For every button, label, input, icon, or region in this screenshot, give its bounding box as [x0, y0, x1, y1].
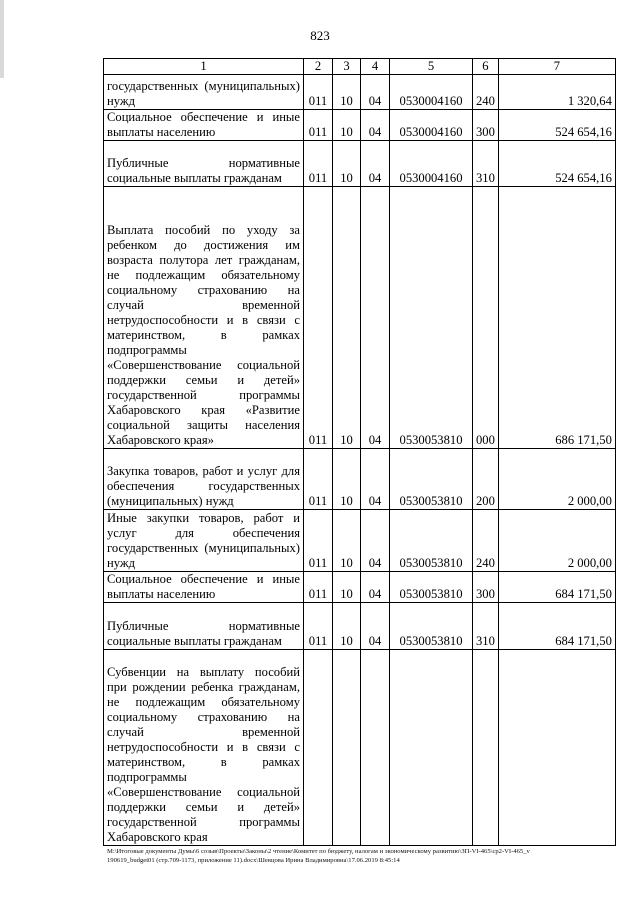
row-target-article-code: 0530004160 [390, 110, 473, 141]
row-section-code: 10 [333, 110, 361, 141]
row-subsection-code: 04 [361, 187, 390, 449]
header-cell-col6: 6 [473, 59, 499, 75]
row-ministry-code: 011 [304, 141, 333, 187]
table-row [104, 141, 616, 187]
table-body [104, 59, 616, 846]
table-row [104, 572, 616, 603]
row-section-code: 10 [333, 449, 361, 510]
table-row [104, 187, 616, 449]
row-expense-type-code: 300 [473, 110, 499, 141]
row-amount: 1 320,64 [498, 75, 615, 110]
row-section-code: 10 [333, 75, 361, 110]
row-ministry-code: 011 [304, 603, 333, 650]
row-expense-type-code: 310 [473, 141, 499, 187]
row-description: Публичные нормативные социальные выплаты гражданам [104, 603, 304, 650]
row-target-article-code: 0530053810 [390, 510, 473, 572]
row-ministry-code: 011 [304, 572, 333, 603]
header-cell-col2: 2 [304, 59, 333, 75]
row-subsection-code: 04 [361, 75, 390, 110]
row-target-article-code: 0530053810 [390, 603, 473, 650]
row-expense-type-code: 000 [473, 187, 499, 449]
row-ministry-code: 011 [304, 449, 333, 510]
row-section-code [333, 650, 361, 846]
row-expense-type-code: 200 [473, 449, 499, 510]
row-section-code: 10 [333, 187, 361, 449]
row-subsection-code: 04 [361, 141, 390, 187]
row-expense-type-code: 240 [473, 75, 499, 110]
table-row [104, 510, 616, 572]
row-amount: 684 171,50 [498, 572, 615, 603]
table-row [104, 603, 616, 650]
header-cell-col5: 5 [390, 59, 473, 75]
budget-table [103, 58, 616, 846]
row-amount: 524 654,16 [498, 110, 615, 141]
row-target-article-code: 0530053810 [390, 572, 473, 603]
table-row [104, 650, 616, 846]
document-file-path: M:\Итоговые документы Думы\6 созыв\Проекты\Законы\2 чтение\Комитет по бюджету, налогам и экономическому развитию\ЗП-VI-465\ср2-VI-465_v190619_budget01 (стр.709-1173, приложение 11).docx\Шевцова Ирина Владимировна\17.06.2019 8:45:14 [107, 848, 530, 864]
row-expense-type-code: 240 [473, 510, 499, 572]
row-subsection-code: 04 [361, 572, 390, 603]
table-row [104, 75, 616, 110]
row-description: Социальное обеспечение и иные выплаты населению [104, 110, 304, 141]
row-subsection-code [361, 650, 390, 846]
row-subsection-code: 04 [361, 110, 390, 141]
row-description: Выплата пособий по уходу за ребенком до достижения им возраста полутора лет гражданам, не подлежащим обязательному социальному страхованию на случай временной нетрудоспособности и в связи с материнством, в рамках подпрограммы «Совершенствование социальной поддержки семьи и детей» государственной программы Хабаровского края «Развитие социальной защиты населения Хабаровского края» [104, 187, 304, 449]
table-row [104, 110, 616, 141]
row-target-article-code [390, 650, 473, 846]
row-ministry-code: 011 [304, 75, 333, 110]
row-target-article-code: 0530053810 [390, 187, 473, 449]
row-amount: 524 654,16 [498, 141, 615, 187]
row-amount: 684 171,50 [498, 603, 615, 650]
row-description: Иные закупки товаров, работ и услуг для обеспечения государственных (муниципальных) нужд [104, 510, 304, 572]
row-subsection-code: 04 [361, 510, 390, 572]
row-section-code: 10 [333, 603, 361, 650]
header-cell-col4: 4 [361, 59, 390, 75]
row-subsection-code: 04 [361, 449, 390, 510]
row-ministry-code: 011 [304, 110, 333, 141]
row-description: государственных (муниципальных) нужд [104, 75, 304, 110]
row-target-article-code: 0530053810 [390, 449, 473, 510]
header-cell-col1: 1 [104, 59, 304, 75]
row-amount: 2 000,00 [498, 510, 615, 572]
header-cell-col3: 3 [333, 59, 361, 75]
row-subsection-code: 04 [361, 603, 390, 650]
row-description: Социальное обеспечение и иные выплаты населению [104, 572, 304, 603]
row-description: Субвенции на выплату пособий при рождении ребенка гражданам, не подлежащим обязательному социальному страхованию на случай временной нетрудоспособности и в связи с материнством, в рамках подпрограммы «Совершенствование социальной поддержки семьи и детей» государственной программы Хабаровского края [104, 650, 304, 846]
row-section-code: 10 [333, 572, 361, 603]
row-ministry-code [304, 650, 333, 846]
table-header-row [104, 59, 616, 75]
row-section-code: 10 [333, 141, 361, 187]
header-cell-col7: 7 [498, 59, 615, 75]
row-amount: 686 171,50 [498, 187, 615, 449]
row-ministry-code: 011 [304, 187, 333, 449]
row-expense-type-code: 310 [473, 603, 499, 650]
row-section-code: 10 [333, 510, 361, 572]
row-amount: 2 000,00 [498, 449, 615, 510]
page-number: 823 [310, 28, 330, 43]
row-ministry-code: 011 [304, 510, 333, 572]
row-expense-type-code [473, 650, 499, 846]
row-description: Закупка товаров, работ и услуг для обеспечения государственных (муниципальных) нужд [104, 449, 304, 510]
row-amount [498, 650, 615, 846]
row-target-article-code: 0530004160 [390, 141, 473, 187]
row-expense-type-code: 300 [473, 572, 499, 603]
row-target-article-code: 0530004160 [390, 75, 473, 110]
table-row [104, 449, 616, 510]
row-description: Публичные нормативные социальные выплаты гражданам [104, 141, 304, 187]
